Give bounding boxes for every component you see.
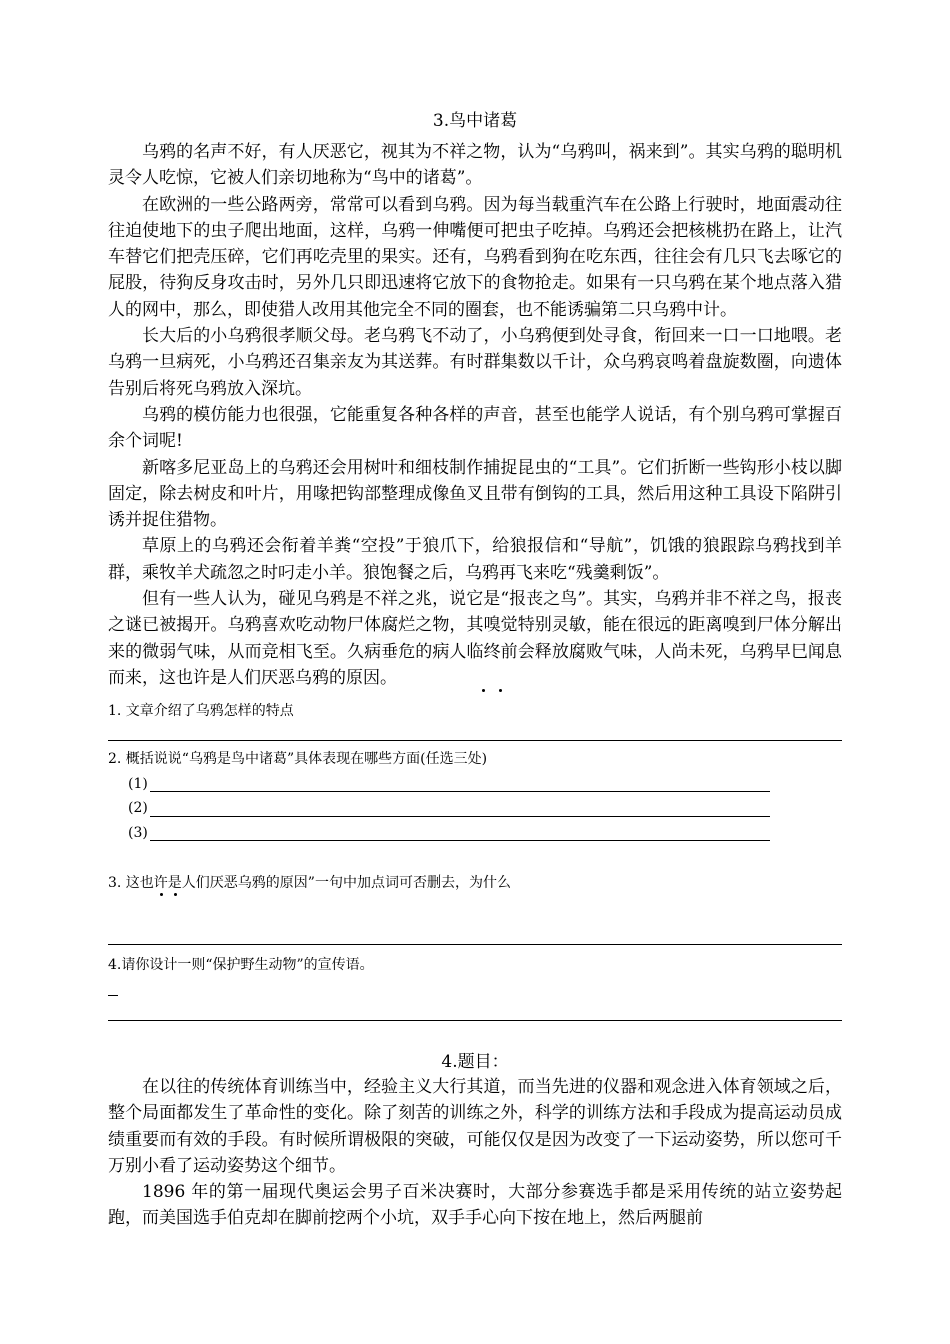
item-label-3: (3)	[128, 825, 148, 841]
emphasis-dot	[499, 689, 502, 692]
paragraph: 乌鸦的模仿能力也很强，它能重复各种各样的声音，甚至也能学人说话，有个别乌鸦可掌握百余个词呢!	[108, 404, 842, 452]
answer-line-2-3[interactable]	[150, 840, 770, 841]
item-label-2: (2)	[128, 800, 148, 816]
question-2: 2. 概括说说“乌鸦是鸟中诸葛”具体表现在哪些方面(任选三处)	[108, 751, 488, 767]
paragraph: 长大后的小乌鸦很孝顺父母。老乌鸦飞不动了，小乌鸦便到处寻食，衔回来一口一口地喂。老乌鸦一旦病死，小乌鸦还召集亲友为其送葬。有时群集数以千计，众乌鸦哀鸣着盘旋数圈，向遗体告别后将死乌鸦放入深坑。	[108, 326, 842, 399]
passage-body	[108, 139, 842, 691]
answer-line-3[interactable]	[108, 944, 842, 945]
paragraph: 1896 年的第一届现代奥运会男子百米决赛时，大部分参赛选手都是采用传统的站立姿势起跑，而美国选手伯克却在脚前挖两个小坑，双手手心向下按在地上，然后两腿前	[108, 1182, 842, 1229]
emphasis-dot	[482, 689, 485, 692]
paragraph: 乌鸦的名声不好，有人厌恶它，视其为不祥之物，认为“乌鸦叫，祸来到”。其实乌鸦的聪明机灵令人吃惊，它被人们亲切地称为“鸟中的诸葛”。	[108, 142, 842, 189]
paragraph: 在欧洲的一些公路两旁，常常可以看到乌鸦。因为每当载重汽车在公路上行驶时，地面震动往往迫使地下的虫子爬出地面，这样，乌鸦一伸嘴便可把虫子吃掉。乌鸦还会把核桃扔在路上，让汽车替它们把壳压碎，它们再吃壳里的果实。还有，乌鸦看到狗在吃东西，往往会有几只飞去啄它的屁股，待狗反身攻击时，另外几只即迅速将它放下的食物抢走。如果有一只乌鸦在某个地点落入猎人的网中，那么，即使猎人改用其他完全不同的圈套，也不能诱骗第二只乌鸦中计。	[108, 194, 842, 320]
question-3: 3. 这也许是人们厌恶乌鸦的原因”一句中加点词可否删去，为什么	[108, 875, 511, 891]
paragraph: 但有一些人认为，碰见乌鸦是不祥之兆，说它是“报丧之鸟”。其实，乌鸦并非不祥之鸟，报丧之谜已被揭开。乌鸦喜欢吃动物尸体腐烂之物，其嗅觉特别灵敏，能在很远的距离嗅到尸体分解出来的微弱气味，从而竞相飞至。久病垂危的病人临终前会释放腐败气味，人尚未死，乌鸦早巳闻息而来，这也许是人们厌恶乌鸦的原因。	[108, 589, 842, 688]
paragraph: 新喀多尼亚岛上的乌鸦还会用树叶和细枝制作捕捉昆虫的“工具”。它们折断一些钩形小枝以脚固定，除去树皮和叶片，用喙把钩部整理成像鱼叉且带有倒钩的工具，然后用这种工具设下陷阱引诱并捉住猎物。	[108, 457, 842, 531]
passage-title: 3.鸟中诸葛	[432, 111, 518, 131]
question-1: 1. 文章介绍了乌鸦怎样的特点	[108, 703, 294, 719]
answer-line-2-1[interactable]	[150, 791, 770, 792]
answer-line-1[interactable]	[108, 740, 842, 741]
text-cursor	[108, 995, 118, 996]
emphasis-dot	[174, 893, 177, 896]
emphasis-dot	[160, 893, 163, 896]
answer-line-4[interactable]	[108, 1020, 842, 1021]
passage-2-body	[108, 1074, 842, 1232]
passage-2-title: 4.题目：	[441, 1052, 509, 1072]
paragraph: 在以往的传统体育训练当中，经验主义大行其道，而当先进的仪器和观念进入体育领域之后，整个局面都发生了革命性的变化。除了刻苦的训练之外，科学的训练方法和手段成为提高运动员成绩重要而有效的手段。有时候所谓极限的突破，可能仅仅是因为改变了一下运动姿势，所以您可千万别小看了运动姿势这个细节。	[108, 1077, 842, 1176]
paragraph: 草原上的乌鸦还会衔着羊粪“空投”于狼爪下，给狼报信和“导航”，饥饿的狼跟踪乌鸦找到羊群，乘牧羊犬疏忽之时叼走小羊。狼饱餐之后，乌鸦再飞来吃“残羹剩饭”。	[108, 536, 842, 583]
item-label-1: (1)	[128, 776, 148, 792]
answer-line-2-2[interactable]	[150, 816, 770, 817]
question-4: 4.请你设计一则“保护野生动物”的宣传语。	[108, 957, 374, 973]
